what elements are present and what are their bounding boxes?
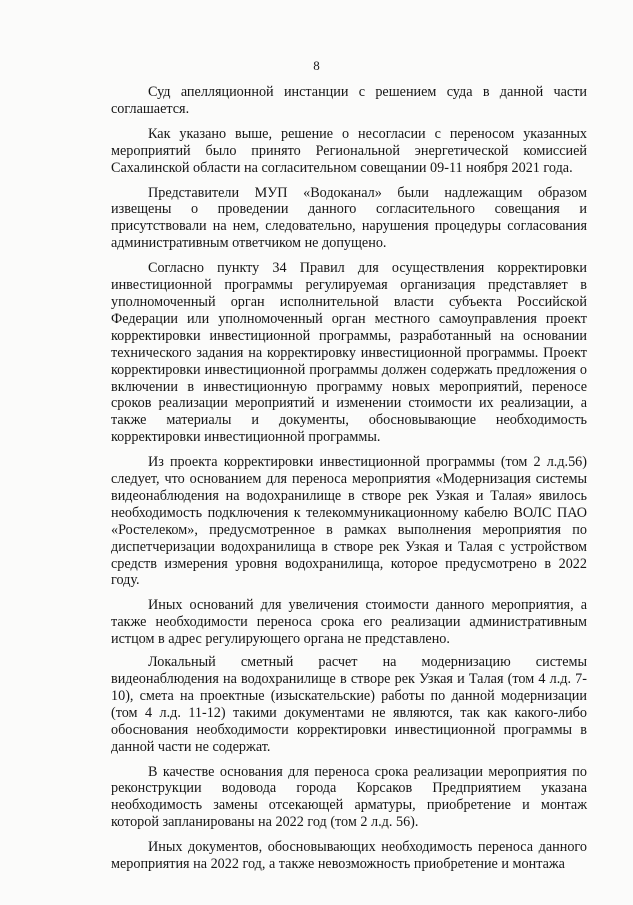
paragraph-2: Как указано выше, решение о несогласии с переносом указанных мероприятий было принято Региональной энергетической комиссией Сахалинской области на согласительном совещании 09-11 ноября 2021 года. bbox=[111, 125, 587, 176]
paragraph-7: Локальный сметный расчет на модернизацию системы видеонаблюдения на водохранилище в створе рек Узкая и Талая (том 4 л.д. 7-10), смета на проектные (изыскательские) работы по данной модернизации (том 4 л.д. 11-12) такими документами не являются, так как какого-либо обоснования необходимости корректировки инвестиционной программы в данной части не содержат. bbox=[111, 654, 587, 755]
paragraph-8: В качестве основания для переноса срока реализации мероприятия по реконструкции водовода города Корсаков Предприятием указана необходимость замены отсекающей арматуры, приобретение и монтаж которой запланированы на 2022 год (том 2 л.д. 56). bbox=[111, 763, 587, 831]
page-number: 8 bbox=[313, 58, 320, 73]
document-body bbox=[111, 84, 587, 881]
paragraph-1: Суд апелляционной инстанции с решением суда в данной части соглашается. bbox=[111, 84, 587, 117]
paragraph-4: Согласно пункту 34 Правил для осуществления корректировки инвестиционной программы регулируемая организация представляет в уполномоченный орган исполнительной власти субъекта Российской Федерации или уполномоченный орган местного самоуправления проект корректировки инвестиционной программы, разработанный на основании технического задания на корректировку инвестиционной программы. Проект корректировки инвестиционной программы должен содержать предложения о включении в инвестиционную программу новых мероприятий, переносе сроков реализации мероприятий и изменении стоимости их реализации, а также материалы и документы, обосновывающие необходимость корректировки инвестиционной программы. bbox=[111, 260, 587, 446]
paragraph-3: Представители МУП «Водоканал» были надлежащим образом извещены о проведении данного согласительного совещания и присутствовали на нем, следовательно, нарушения процедуры согласования административным ответчиком не допущено. bbox=[111, 184, 587, 252]
paragraph-9: Иных документов, обосновывающих необходимость переноса данного мероприятия на 2022 год, а также невозможность приобретение и монтажа bbox=[111, 839, 587, 873]
paragraph-5: Из проекта корректировки инвестиционной программы (том 2 л.д.56) следует, что основанием для переноса мероприятия «Модернизация системы видеонаблюдения на водохранилище в створе рек Узкая и Талая» явилось необходимость подключения к телекоммуникационному кабелю ВОЛС ПАО «Ростелеком», предусмотренное в рамках выполнения мероприятия по диспетчеризации водохранилища в створе рек Узкая и Талая с устройством средств измерения уровня водохранилища, которое предусмотрено в 2022 году. bbox=[111, 454, 587, 589]
paragraph-6: Иных оснований для увеличения стоимости данного мероприятия, а также необходимости переноса срока его реализации административным истцом в адрес регулирующего органа не представлено. bbox=[111, 597, 587, 648]
